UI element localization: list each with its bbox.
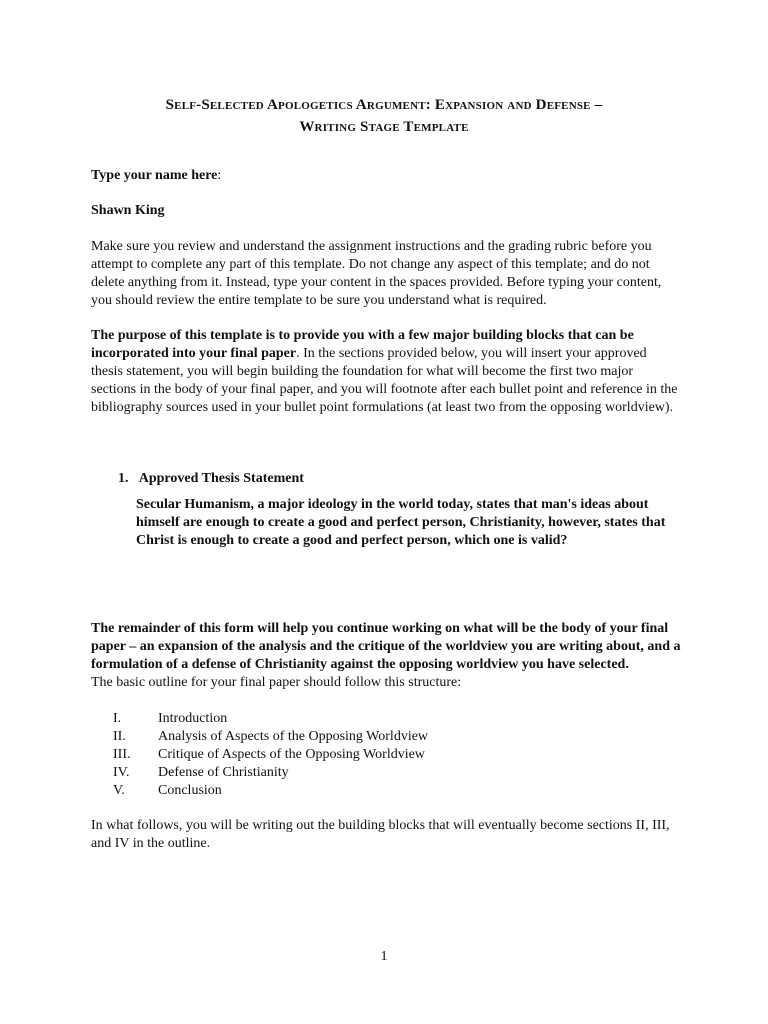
outline-label: Defense of Christianity bbox=[158, 765, 289, 780]
outline-label: Conclusion bbox=[158, 783, 222, 798]
outline-item bbox=[113, 710, 673, 728]
paper-outline bbox=[113, 710, 673, 800]
purpose-paragraph bbox=[91, 327, 681, 417]
thesis-heading bbox=[118, 470, 678, 488]
outline-label: Critique of Aspects of the Opposing Worldview bbox=[158, 747, 425, 762]
followup-paragraph: In what follows, you will be writing out the building blocks that will eventually become sections II, III, and IV in the outline. bbox=[91, 818, 670, 851]
outline-numeral: V. bbox=[113, 783, 125, 798]
thesis-heading-label: Approved Thesis Statement bbox=[138, 471, 304, 486]
outline-item bbox=[113, 782, 673, 800]
name-prompt bbox=[91, 167, 681, 185]
student-name[interactable]: Shawn King bbox=[91, 203, 165, 218]
name-label-suffix: : bbox=[217, 168, 222, 183]
outline-numeral: IV. bbox=[113, 765, 130, 780]
outline-item bbox=[113, 764, 673, 782]
thesis-statement[interactable]: Secular Humanism, a major ideology in the world today, states that man's ideas about himself are enough to create a good and perfect person, Christianity, however, states that Christ is enough to create a good and perfect person, which one is valid? bbox=[136, 497, 666, 548]
outline-numeral: I. bbox=[113, 711, 122, 726]
outline-item bbox=[113, 728, 673, 746]
purpose-bold-text: The purpose of this template is to provide you with a few major building blocks that can be incorporated into your final paper bbox=[91, 328, 634, 361]
page-number: 1 bbox=[380, 949, 388, 964]
remainder-normal-text: The basic outline for your final paper should follow this structure: bbox=[91, 675, 462, 690]
thesis-number: 1. bbox=[118, 471, 129, 486]
document-title bbox=[0, 94, 768, 138]
remainder-paragraph bbox=[91, 620, 681, 692]
name-label: Type your name here bbox=[91, 168, 218, 183]
remainder-bold-text: The remainder of this form will help you continue working on what will be the body of your final paper – an expansion of the analysis and the critique of the worldview you are writing about, and a formulation of a defense of Christianity against the opposing worldview you have selected. bbox=[91, 621, 681, 672]
instructions-paragraph: Make sure you review and understand the assignment instructions and the grading rubric before you attempt to complete any part of this template. Do not change any aspect of this template; and do not delete anything from it. Instead, type your content in the spaces provided. Before typing your content, you should review the entire template to be sure you understand what is required. bbox=[91, 239, 662, 308]
title-line-2: Writing Stage Template bbox=[299, 119, 469, 135]
purpose-rest-text: . In the sections provided below, you will insert your approved thesis statement, you will begin building the foundation for what will become the first two major sections in the body of your final paper, and you will footnote after each bullet point and reference in the bibliography sources used in your bullet point formulations (at least two from the opposing worldview). bbox=[91, 346, 678, 415]
outline-label: Introduction bbox=[158, 711, 228, 726]
outline-label: Analysis of Aspects of the Opposing Worldview bbox=[158, 729, 429, 744]
outline-item bbox=[113, 746, 673, 764]
outline-numeral: III. bbox=[113, 747, 131, 762]
title-line-1: Self-Selected Apologetics Argument: Expansion and Defense – bbox=[165, 97, 603, 113]
outline-numeral: II. bbox=[113, 729, 126, 744]
